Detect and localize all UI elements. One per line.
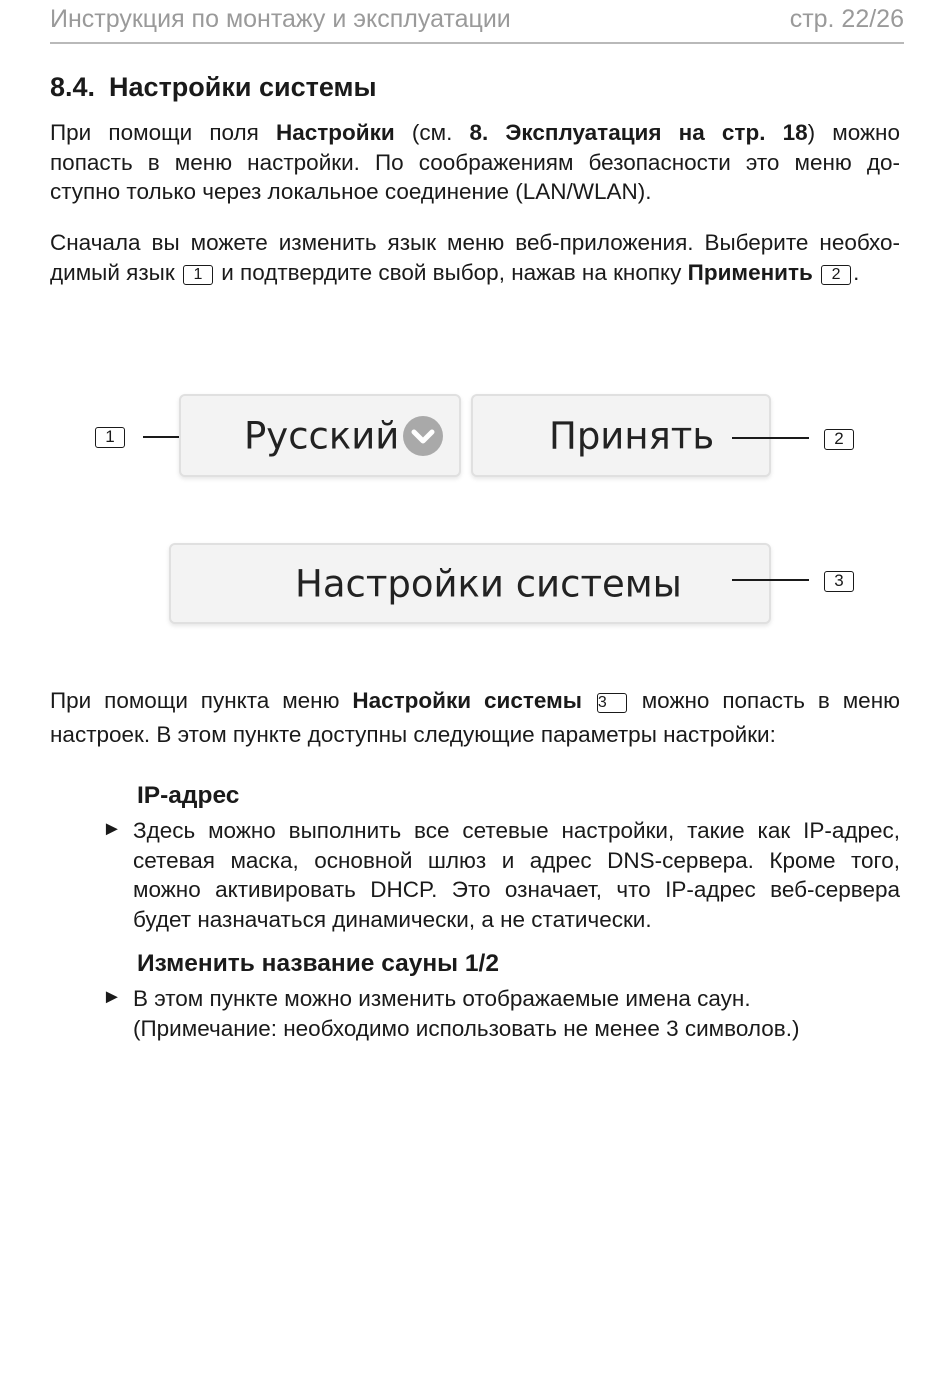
page-number: стр. 22/26 — [789, 5, 904, 33]
text-line: попасть в меню настройки. По соображениям безопасности это меню до- — [50, 149, 900, 175]
text-line: При помощи поля Настройки (см. 8. Эксплуатация на стр. 18) можно — [50, 120, 900, 145]
text-line: Здесь можно выполнить все сетевые настройки, такие как IP-адрес, — [133, 818, 900, 843]
language-paragraph — [50, 228, 900, 287]
text-line: Сначала вы можете изменить язык меню веб-приложения. Выберите необхо- — [50, 230, 900, 255]
language-select[interactable] — [179, 394, 461, 477]
settings-field-ref: Настройки — [275, 120, 395, 145]
system-settings-ref: Настройки системы — [352, 688, 582, 713]
text-line: ступно только через локальное соединение (LAN/WLAN). — [50, 179, 652, 204]
text-line: будет назначаться динамически, а не статически. — [133, 906, 652, 932]
callout-ref-3: 3 — [597, 693, 627, 713]
bullet-arrow-icon: ► — [102, 986, 122, 1008]
chevron-down-icon — [403, 416, 443, 456]
callout-ref-2: 2 — [821, 265, 851, 285]
intro-paragraph — [50, 118, 900, 207]
system-settings-paragraph — [50, 684, 900, 752]
section-title: Настройки системы — [109, 72, 377, 102]
text-line: настроек. В этом пункте доступны следующие параметры настройки: — [50, 722, 776, 747]
text-line: (Примечание: необходимо использовать не менее 3 символов.) — [133, 1015, 800, 1041]
accept-button[interactable] — [471, 394, 771, 477]
option-title-rename-sauna: Изменить название сауны 1/2 — [137, 950, 499, 977]
callout-line-3 — [732, 579, 809, 581]
section-number: 8.4. — [50, 72, 96, 102]
document-title: Инструкция по монтажу и эксплуатации — [50, 5, 511, 33]
callout-label-1: 1 — [95, 427, 125, 448]
text-line: можно активировать DHCP. Это означает, что IP-адрес веб-сервера — [133, 877, 900, 902]
option-description-ip-address — [133, 816, 900, 934]
callout-label-3: 3 — [824, 571, 854, 592]
callout-label-2: 2 — [824, 429, 854, 450]
bullet-arrow-icon: ► — [102, 818, 122, 840]
text-line: димый язык 1 и подтвердите свой выбор, нажав на кнопку Применить 2 . — [50, 259, 860, 285]
system-settings-button[interactable] — [169, 543, 771, 624]
text-line: При помощи пункта меню Настройки системы 3 можно попасть в меню — [50, 688, 900, 713]
operation-chapter-ref: 8. Эксплуатация на стр. 18 — [469, 120, 808, 145]
apply-button-ref: Применить — [687, 259, 813, 285]
system-settings-button-label: Настройки системы — [295, 562, 682, 605]
accept-button-label: Принять — [549, 414, 715, 457]
option-title-ip-address: IP-адрес — [137, 782, 240, 809]
language-select-value: Русский — [244, 414, 400, 457]
text-line: сетевая маска, основной шлюз и адрес DNS-сервера. Кроме того, — [133, 847, 900, 873]
text-line: В этом пункте можно изменить отображаемые имена саун. — [133, 986, 751, 1011]
option-description-rename-sauna — [133, 984, 900, 1043]
callout-ref-1: 1 — [183, 265, 213, 285]
callout-line-2 — [732, 437, 809, 439]
page-header — [50, 2, 904, 44]
section-heading — [50, 72, 377, 103]
